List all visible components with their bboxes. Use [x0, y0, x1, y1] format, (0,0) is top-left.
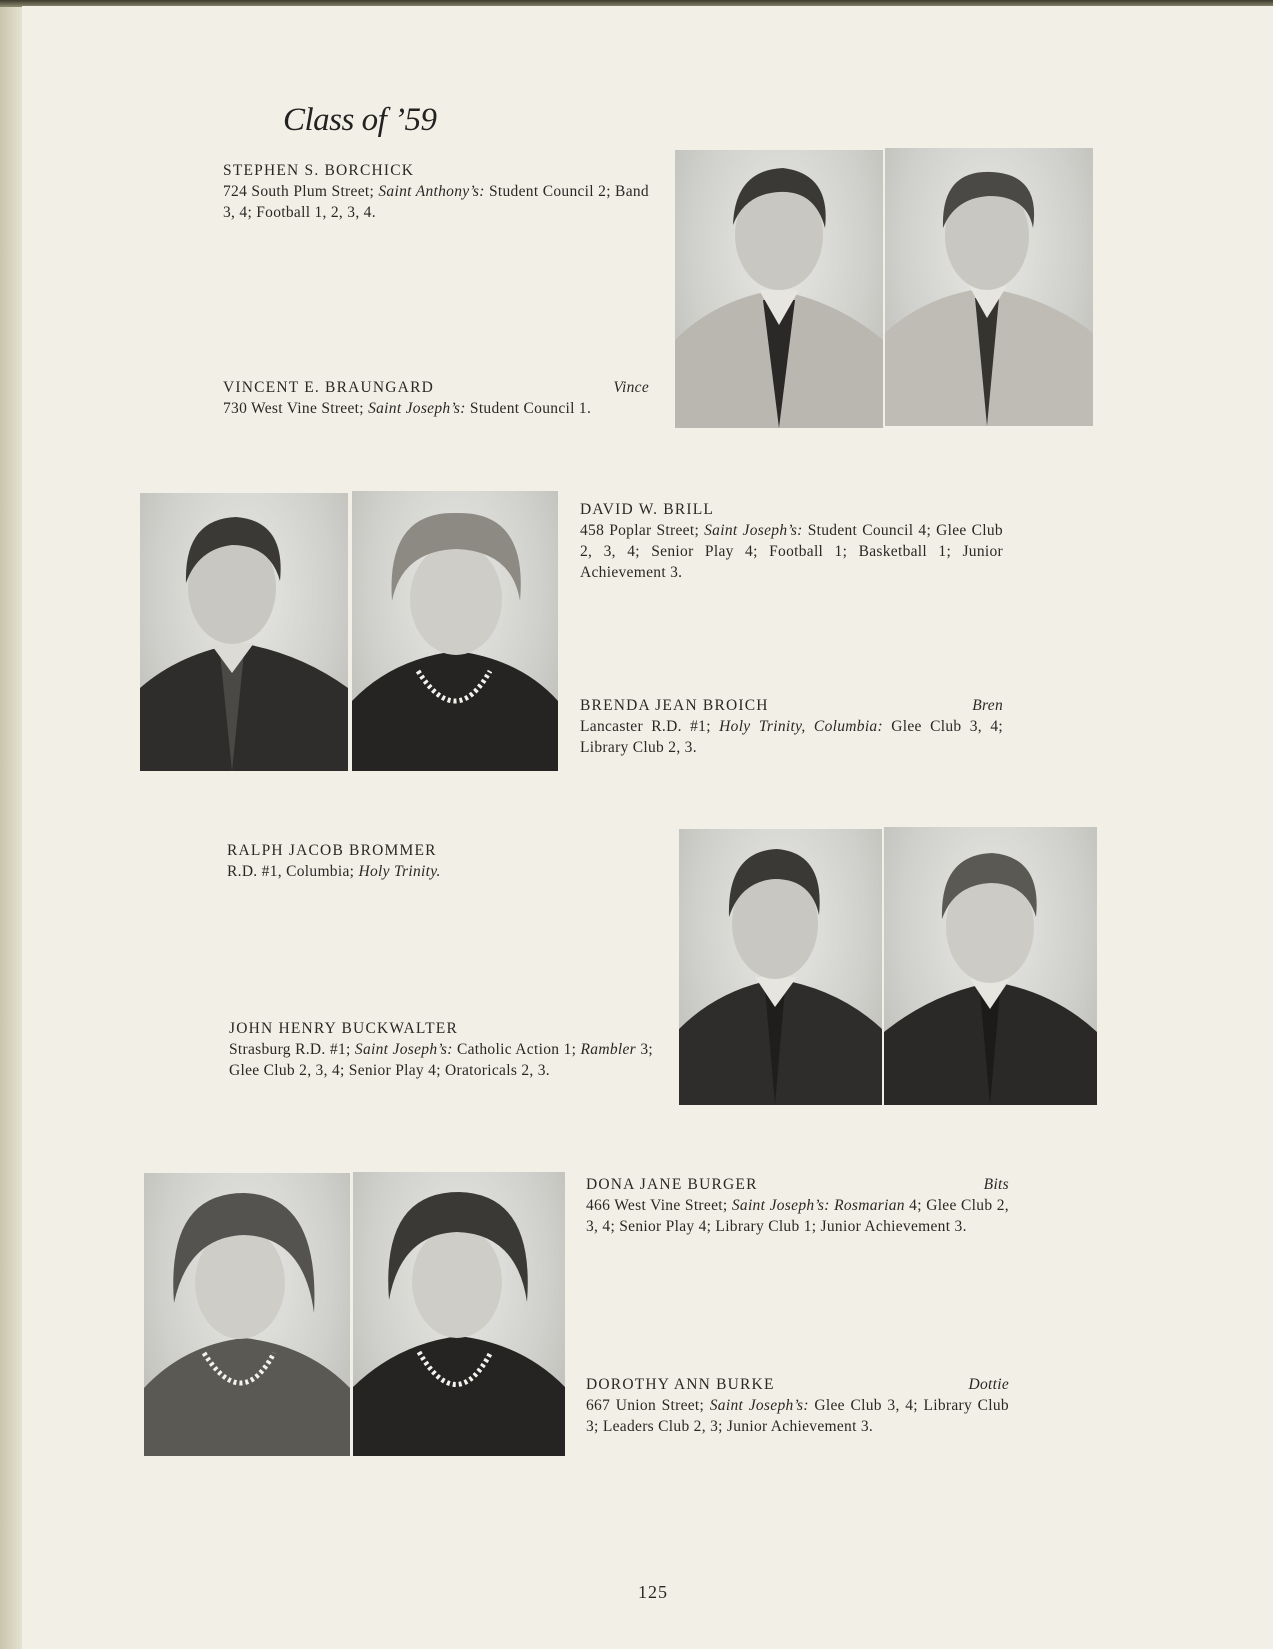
- portrait-photo-burke: [353, 1172, 565, 1456]
- student-address: 724 South Plum Street;: [223, 183, 375, 200]
- student-nickname: Bits: [983, 1176, 1009, 1193]
- student-activities-lead: Catholic Action 1;: [456, 1041, 577, 1058]
- student-activities: Glee Club 3, 4; Library Club 2, 3.: [580, 718, 1003, 756]
- student-publication: Rambler: [580, 1041, 637, 1058]
- portrait-photo-brommer: [679, 829, 882, 1105]
- student-entry-borchick: [223, 160, 649, 223]
- student-entry-burke: [586, 1374, 1009, 1437]
- student-school: Saint Joseph’s:: [368, 400, 466, 417]
- portrait-photo-broich: [352, 491, 558, 771]
- student-name: DOROTHY ANN BURKE: [586, 1376, 775, 1393]
- student-activities: Student Council 2; Band 3, 4; Football 1, 2, 3, 4.: [223, 183, 649, 221]
- student-school: Holy Trinity, Columbia:: [719, 718, 883, 735]
- student-activities: Glee Club 3, 4; Library Club 3; Leaders Club 2, 3; Junior Achievement 3.: [586, 1397, 1009, 1435]
- student-nickname: Bren: [972, 697, 1003, 714]
- student-address: Strasburg R.D. #1;: [229, 1041, 351, 1058]
- page-heading: Class of ’59: [283, 102, 437, 138]
- student-entry-braungard: [223, 377, 649, 419]
- student-school: Holy Trinity.: [358, 863, 441, 880]
- student-name: STEPHEN S. BORCHICK: [223, 162, 415, 179]
- student-name: DAVID W. BRILL: [580, 501, 715, 518]
- portrait-photo-buckwalter: [884, 827, 1097, 1105]
- portrait-photo-borchick: [675, 150, 883, 428]
- student-activities: Student Council 4; Glee Club 2, 3, 4; Senior Play 4; Football 1; Basketball 1; Junior Achievement 3.: [580, 522, 1003, 581]
- student-entry-brommer: [227, 840, 651, 882]
- student-name: VINCENT E. BRAUNGARD: [223, 379, 435, 396]
- student-name: JOHN HENRY BUCKWALTER: [229, 1020, 459, 1037]
- student-activities: 3; Glee Club 2, 3, 4; Senior Play 4; Oratoricals 2, 3.: [229, 1041, 653, 1079]
- page-number: 125: [638, 1582, 668, 1602]
- student-school: Saint Joseph’s:: [354, 1041, 453, 1058]
- student-school: Saint Anthony’s:: [378, 183, 485, 200]
- student-address: Lancaster R.D. #1;: [580, 718, 711, 735]
- student-school: Saint Joseph’s:: [731, 1197, 830, 1214]
- student-address: 466 West Vine Street;: [586, 1197, 728, 1214]
- student-address: R.D. #1, Columbia;: [227, 863, 355, 880]
- student-address: 730 West Vine Street;: [223, 400, 364, 417]
- student-activities: Student Council 1.: [469, 400, 592, 417]
- student-name: RALPH JACOB BROMMER: [227, 842, 437, 859]
- student-address: 458 Poplar Street;: [580, 522, 700, 539]
- student-name: BRENDA JEAN BROICH: [580, 697, 769, 714]
- student-activities: 4; Glee Club 2, 3, 4; Senior Play 4; Library Club 1; Junior Achievement 3.: [586, 1197, 1009, 1235]
- student-publication: Rosmarian: [834, 1197, 905, 1214]
- student-entry-burger: [586, 1174, 1009, 1237]
- portrait-photo-brill: [140, 493, 348, 771]
- student-name: DONA JANE BURGER: [586, 1176, 758, 1193]
- student-nickname: Vince: [613, 379, 649, 396]
- portrait-photo-braungard: [885, 148, 1093, 426]
- student-entry-buckwalter: [229, 1018, 653, 1081]
- student-school: Saint Joseph’s:: [709, 1397, 809, 1414]
- student-nickname: Dottie: [968, 1376, 1009, 1393]
- student-entry-broich: [580, 695, 1003, 758]
- portrait-photo-burger: [144, 1173, 350, 1456]
- student-entry-brill: [580, 499, 1003, 583]
- student-school: Saint Joseph’s:: [704, 522, 803, 539]
- student-address: 667 Union Street;: [586, 1397, 705, 1414]
